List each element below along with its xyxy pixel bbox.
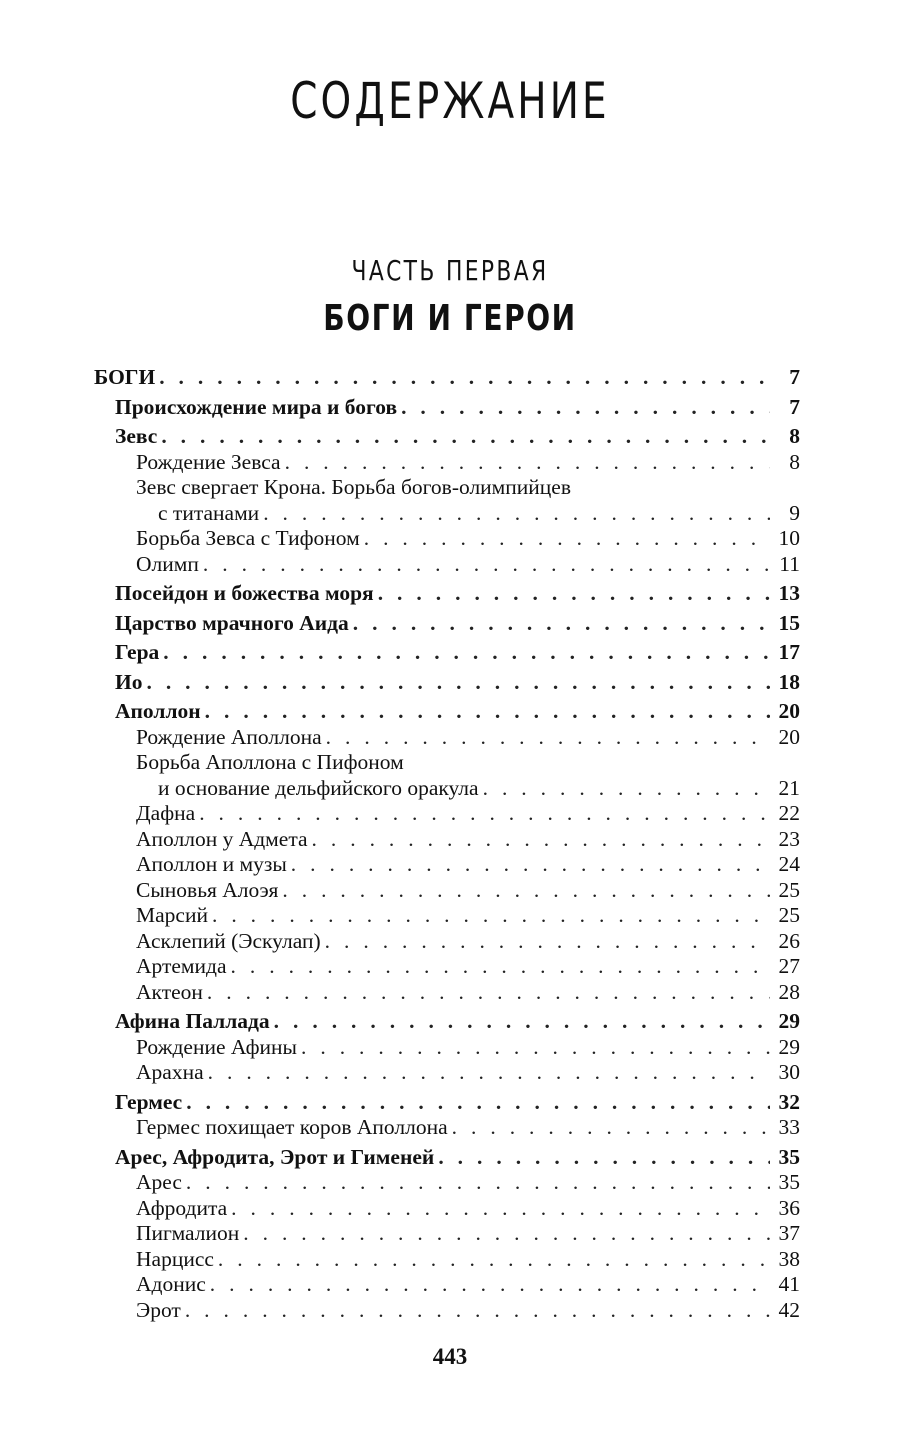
toc-entry-label: Артемида — [136, 954, 227, 978]
page-title: СОДЕРЖАНИЕ — [290, 72, 610, 130]
toc-page-number: 30 — [778, 1060, 800, 1084]
dot-leader — [301, 1035, 770, 1061]
dot-leader — [231, 1196, 770, 1222]
toc-entry-label: Гермес похищает коров Аполлона — [136, 1115, 448, 1139]
part-label: ЧАСТЬ ПЕРВАЯ — [351, 254, 549, 287]
dot-leader — [186, 1090, 770, 1116]
dot-leader — [199, 801, 770, 827]
toc-entry-label: БОГИ — [94, 365, 156, 389]
toc-entry[interactable] — [94, 1115, 800, 1141]
toc-page-number: 25 — [778, 877, 800, 902]
toc-entry-label: Происхождение мира и богов — [115, 394, 398, 419]
dot-leader — [185, 1298, 770, 1324]
dot-leader — [203, 552, 770, 578]
toc-entry[interactable] — [94, 954, 800, 980]
toc-entry-label: Рождение Аполлона — [136, 724, 322, 749]
toc-entry[interactable] — [94, 526, 800, 552]
toc-page-number: 42 — [778, 1297, 800, 1322]
toc-page-number: 29 — [778, 1009, 800, 1033]
dot-leader — [231, 954, 770, 980]
toc-entry[interactable] — [94, 670, 800, 696]
toc-entry[interactable] — [94, 725, 800, 751]
toc-page-number: 24 — [778, 852, 800, 876]
table-of-contents — [94, 365, 800, 1323]
dot-leader — [378, 581, 770, 607]
dot-leader — [401, 395, 770, 421]
page-number: 443 — [432, 1344, 468, 1369]
toc-page-number: 35 — [778, 1144, 800, 1169]
toc-page-number: 32 — [778, 1089, 800, 1114]
toc-entry[interactable] — [94, 801, 800, 827]
toc-entry-label: Арахна — [136, 1060, 204, 1084]
toc-page-number: 15 — [778, 610, 800, 635]
dot-leader — [483, 776, 770, 802]
toc-entry-label: Эрот — [136, 1297, 181, 1322]
dot-leader — [207, 980, 770, 1006]
toc-page-number: 13 — [778, 581, 800, 605]
toc-entry-label: Посейдон и божества моря — [115, 581, 374, 605]
toc-entry-label: Сыновья Алоэя — [136, 877, 279, 902]
dot-leader — [274, 1009, 770, 1035]
toc-page-number: 33 — [778, 1115, 800, 1139]
toc-entry[interactable] — [94, 1298, 800, 1324]
toc-page-number: 8 — [789, 449, 800, 474]
toc-entry[interactable] — [94, 1145, 800, 1171]
toc-entry[interactable] — [94, 1272, 800, 1298]
toc-page-number: 38 — [778, 1246, 800, 1271]
toc-entry[interactable] — [94, 450, 800, 476]
toc-entry[interactable] — [94, 1009, 800, 1035]
toc-entry[interactable] — [94, 501, 800, 527]
toc-page-number: 17 — [778, 640, 800, 664]
toc-entry[interactable] — [94, 903, 800, 929]
toc-entry-label-continued: с титанами — [158, 500, 260, 525]
toc-entry[interactable] — [94, 980, 800, 1006]
dot-leader — [285, 450, 770, 476]
dot-leader — [243, 1221, 770, 1247]
toc-page-number: 9 — [789, 500, 800, 525]
toc-entry-label: Борьба Зевса с Тифоном — [136, 526, 360, 550]
toc-page-number: 26 — [778, 928, 800, 953]
toc-entry[interactable] — [94, 1247, 800, 1273]
toc-page-number: 35 — [778, 1170, 800, 1194]
toc-entry-label: Рождение Зевса — [136, 449, 281, 474]
toc-entry[interactable] — [94, 640, 800, 666]
toc-entry-label: Актеон — [136, 979, 203, 1004]
toc-entry-label: Арес, Афродита, Эрот и Гименей — [115, 1144, 435, 1169]
toc-entry[interactable] — [94, 611, 800, 637]
toc-entry-label: Олимп — [136, 551, 199, 576]
toc-entry[interactable] — [94, 1090, 800, 1116]
dot-leader — [353, 611, 770, 637]
toc-entry[interactable] — [94, 1221, 800, 1247]
toc-page-number: 28 — [778, 979, 800, 1004]
toc-entry[interactable] — [94, 852, 800, 878]
toc-page-number: 23 — [778, 826, 800, 851]
toc-entry-label: Борьба Аполлона с Пифоном — [136, 750, 404, 774]
toc-entry-label: Асклепий (Эскулап) — [136, 928, 321, 953]
dot-leader — [161, 424, 770, 450]
toc-entry[interactable] — [94, 1035, 800, 1061]
toc-page-number: 37 — [778, 1221, 800, 1245]
dot-leader — [282, 878, 770, 904]
toc-page-number: 21 — [778, 775, 800, 800]
dot-leader — [146, 670, 770, 696]
toc-entry-label: Нарцисс — [136, 1246, 214, 1271]
toc-page-number: 20 — [778, 724, 800, 749]
toc-entry[interactable] — [94, 1196, 800, 1222]
toc-entry[interactable] — [94, 929, 800, 955]
toc-entry-label: Аполлон у Адмета — [136, 826, 308, 851]
toc-page-number: 27 — [778, 954, 800, 978]
dot-leader — [205, 699, 770, 725]
dot-leader — [163, 640, 770, 666]
toc-entry-label-continued: и основание дельфийского оракула — [158, 775, 479, 800]
dot-leader — [210, 1272, 770, 1298]
toc-page-number: 29 — [778, 1034, 800, 1059]
toc-entry[interactable] — [94, 1060, 800, 1086]
toc-entry-label: Дафна — [136, 801, 196, 825]
toc-entry-label: Афина Паллада — [115, 1009, 270, 1033]
dot-leader — [452, 1115, 770, 1141]
dot-leader — [438, 1145, 770, 1171]
toc-entry[interactable] — [94, 424, 800, 450]
dot-leader — [208, 1060, 770, 1086]
toc-entry-label: Гермес — [115, 1089, 183, 1114]
toc-entry-label: Арес — [136, 1170, 182, 1194]
dot-leader — [263, 501, 770, 527]
dot-leader — [218, 1247, 770, 1273]
toc-entry-label: Ио — [115, 669, 143, 694]
toc-page-number: 25 — [778, 903, 800, 927]
toc-entry[interactable] — [94, 395, 800, 421]
toc-entry-label: Аполлон — [115, 699, 201, 723]
toc-entry-label: Марсий — [136, 903, 208, 927]
toc-entry[interactable] — [94, 365, 800, 391]
toc-entry-label: Царство мрачного Аида — [115, 610, 349, 635]
toc-entry[interactable] — [94, 878, 800, 904]
toc-entry-label: Пигмалион — [136, 1221, 240, 1245]
toc-page-number: 7 — [789, 394, 800, 419]
dot-leader — [312, 827, 770, 853]
toc-entry[interactable] — [94, 1170, 800, 1196]
toc-page-number: 18 — [778, 669, 800, 694]
toc-entry-label: Гера — [115, 640, 160, 664]
toc-entry-label: Зевс свергает Крона. Борьба богов-олимпийцев — [136, 475, 571, 499]
dot-leader — [364, 526, 770, 552]
toc-page-number: 11 — [779, 551, 800, 576]
toc-entry-label: Афродита — [136, 1195, 228, 1220]
toc-page-number: 36 — [778, 1195, 800, 1220]
toc-page-number: 7 — [789, 365, 800, 389]
toc-entry[interactable] — [94, 552, 800, 578]
toc-page-number: 41 — [778, 1272, 800, 1296]
dot-leader — [291, 852, 770, 878]
dot-leader — [159, 365, 770, 391]
toc-entry[interactable] — [94, 699, 800, 725]
dot-leader — [325, 929, 770, 955]
toc-entry-label: Зевс — [115, 424, 158, 448]
toc-entry-label: Адонис — [136, 1272, 206, 1296]
toc-entry-label: Аполлон и музы — [136, 852, 287, 876]
toc-entry[interactable] — [94, 827, 800, 853]
part-title: БОГИ И ГЕРОИ — [323, 298, 577, 339]
dot-leader — [186, 1170, 770, 1196]
toc-page-number: 10 — [778, 526, 800, 550]
toc-entry[interactable] — [94, 776, 800, 802]
dot-leader — [326, 725, 770, 751]
dot-leader — [212, 903, 770, 929]
toc-entry[interactable] — [94, 581, 800, 607]
toc-page-number: 22 — [778, 801, 800, 825]
toc-page-number: 8 — [789, 424, 800, 448]
toc-entry-label: Рождение Афины — [136, 1034, 297, 1059]
toc-page-number: 20 — [778, 699, 800, 723]
